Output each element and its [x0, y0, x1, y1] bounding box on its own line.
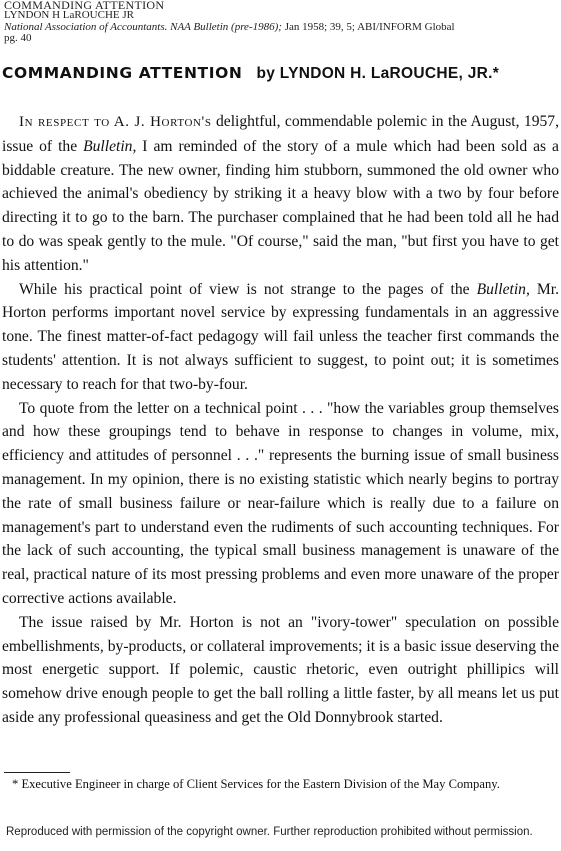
article-body: [2, 110, 559, 730]
footnote-divider: [4, 772, 70, 773]
paragraph-2: [2, 278, 559, 397]
paragraph-2-text-a: While his practical point of view is not strange to the pages of the: [19, 280, 477, 298]
article-title: COMMANDING ATTENTION: [2, 64, 243, 82]
paragraph-3: To quote from the letter on a technical point . . . "how the variables group themselves and how these groupings tend to behave in response to changes in volume, mix, efficiency and attitudes of personnel . . ." represents the burning issue of small business management. In my opinion, there is no existing statistic which nearly begins to portray the rate of small business failure or near-failure which is really due to a failure on management's part to understand even the rudiments of such accounting techniques. For the lack of such accounting, the typical small business management is unaware of the real, practical nature of its most pressing problems and even more unaware of the proper corrective actions available.: [2, 399, 559, 607]
reproduction-notice: Reproduced with permission of the copyright owner. Further reproduction prohibited without permission.: [6, 826, 533, 838]
paragraph-1: [2, 110, 559, 278]
footnote: [2, 776, 559, 793]
paragraph-4: The issue raised by Mr. Horton is not an "ivory-tower" speculation on possible embellishments, by-products, or collateral improvements; it is a basic issue deserving the most energetic support. If polemic, caustic rhetoric, even outright phillipics will somehow drive enough people to get the ball rolling a little faster, by all means let us put aside any professional queasiness and get the Old Donnybrook started.: [2, 613, 559, 726]
bulletin-ref-1: Bulletin,: [83, 137, 137, 155]
header-source-journal: National Association of Accountants. NAA Bulletin (pre-1986);: [4, 20, 282, 33]
bulletin-ref-2: Bulletin,: [476, 280, 530, 298]
paragraph-2-text-b: Mr. Horton performs important novel service by expressing fundamentals in an aggressive tone. The finest matter-of-fact pedagogy will fail unless the teacher first commands the students' attention. It is not always sufficient to suggest, to point out; it is sometimes necessary to reach for that two-by-four.: [2, 280, 559, 393]
header-source: [4, 22, 455, 34]
article-heading: [2, 64, 558, 83]
footnote-text: * Executive Engineer in charge of Client Services for the Eastern Division of the May Company.: [12, 777, 500, 791]
header-title: COMMANDING ATTENTION: [4, 0, 165, 12]
citation-header: [4, 0, 455, 45]
header-source-issue: Jan 1958; 39, 5; ABI/INFORM Global: [281, 20, 455, 33]
article-byline: by LYNDON H. LaROUCHE, JR.*: [256, 65, 500, 82]
header-author: LYNDON H LaROUCHE JR: [4, 9, 134, 21]
paragraph-1-text-a: delightful, commendable polemic in the August, 1957, issue of the: [2, 113, 559, 155]
header-page: pg. 40: [4, 32, 32, 44]
paragraph-1-lead: In respect to A. J. Horton's: [19, 114, 212, 130]
paragraph-1-text-b: I am reminded of the story of a mule which had been sold as a biddable creature. The new owner, finding him stubborn, summoned the old owner who achieved the animal's obediency by striking it a heavy blow with a two by four before directing it to go to the barn. The purchaser complained that he had been told all he had to do was speak gently to the mule. "Of course," said the man, "but first you have to get his attention.": [2, 137, 559, 274]
